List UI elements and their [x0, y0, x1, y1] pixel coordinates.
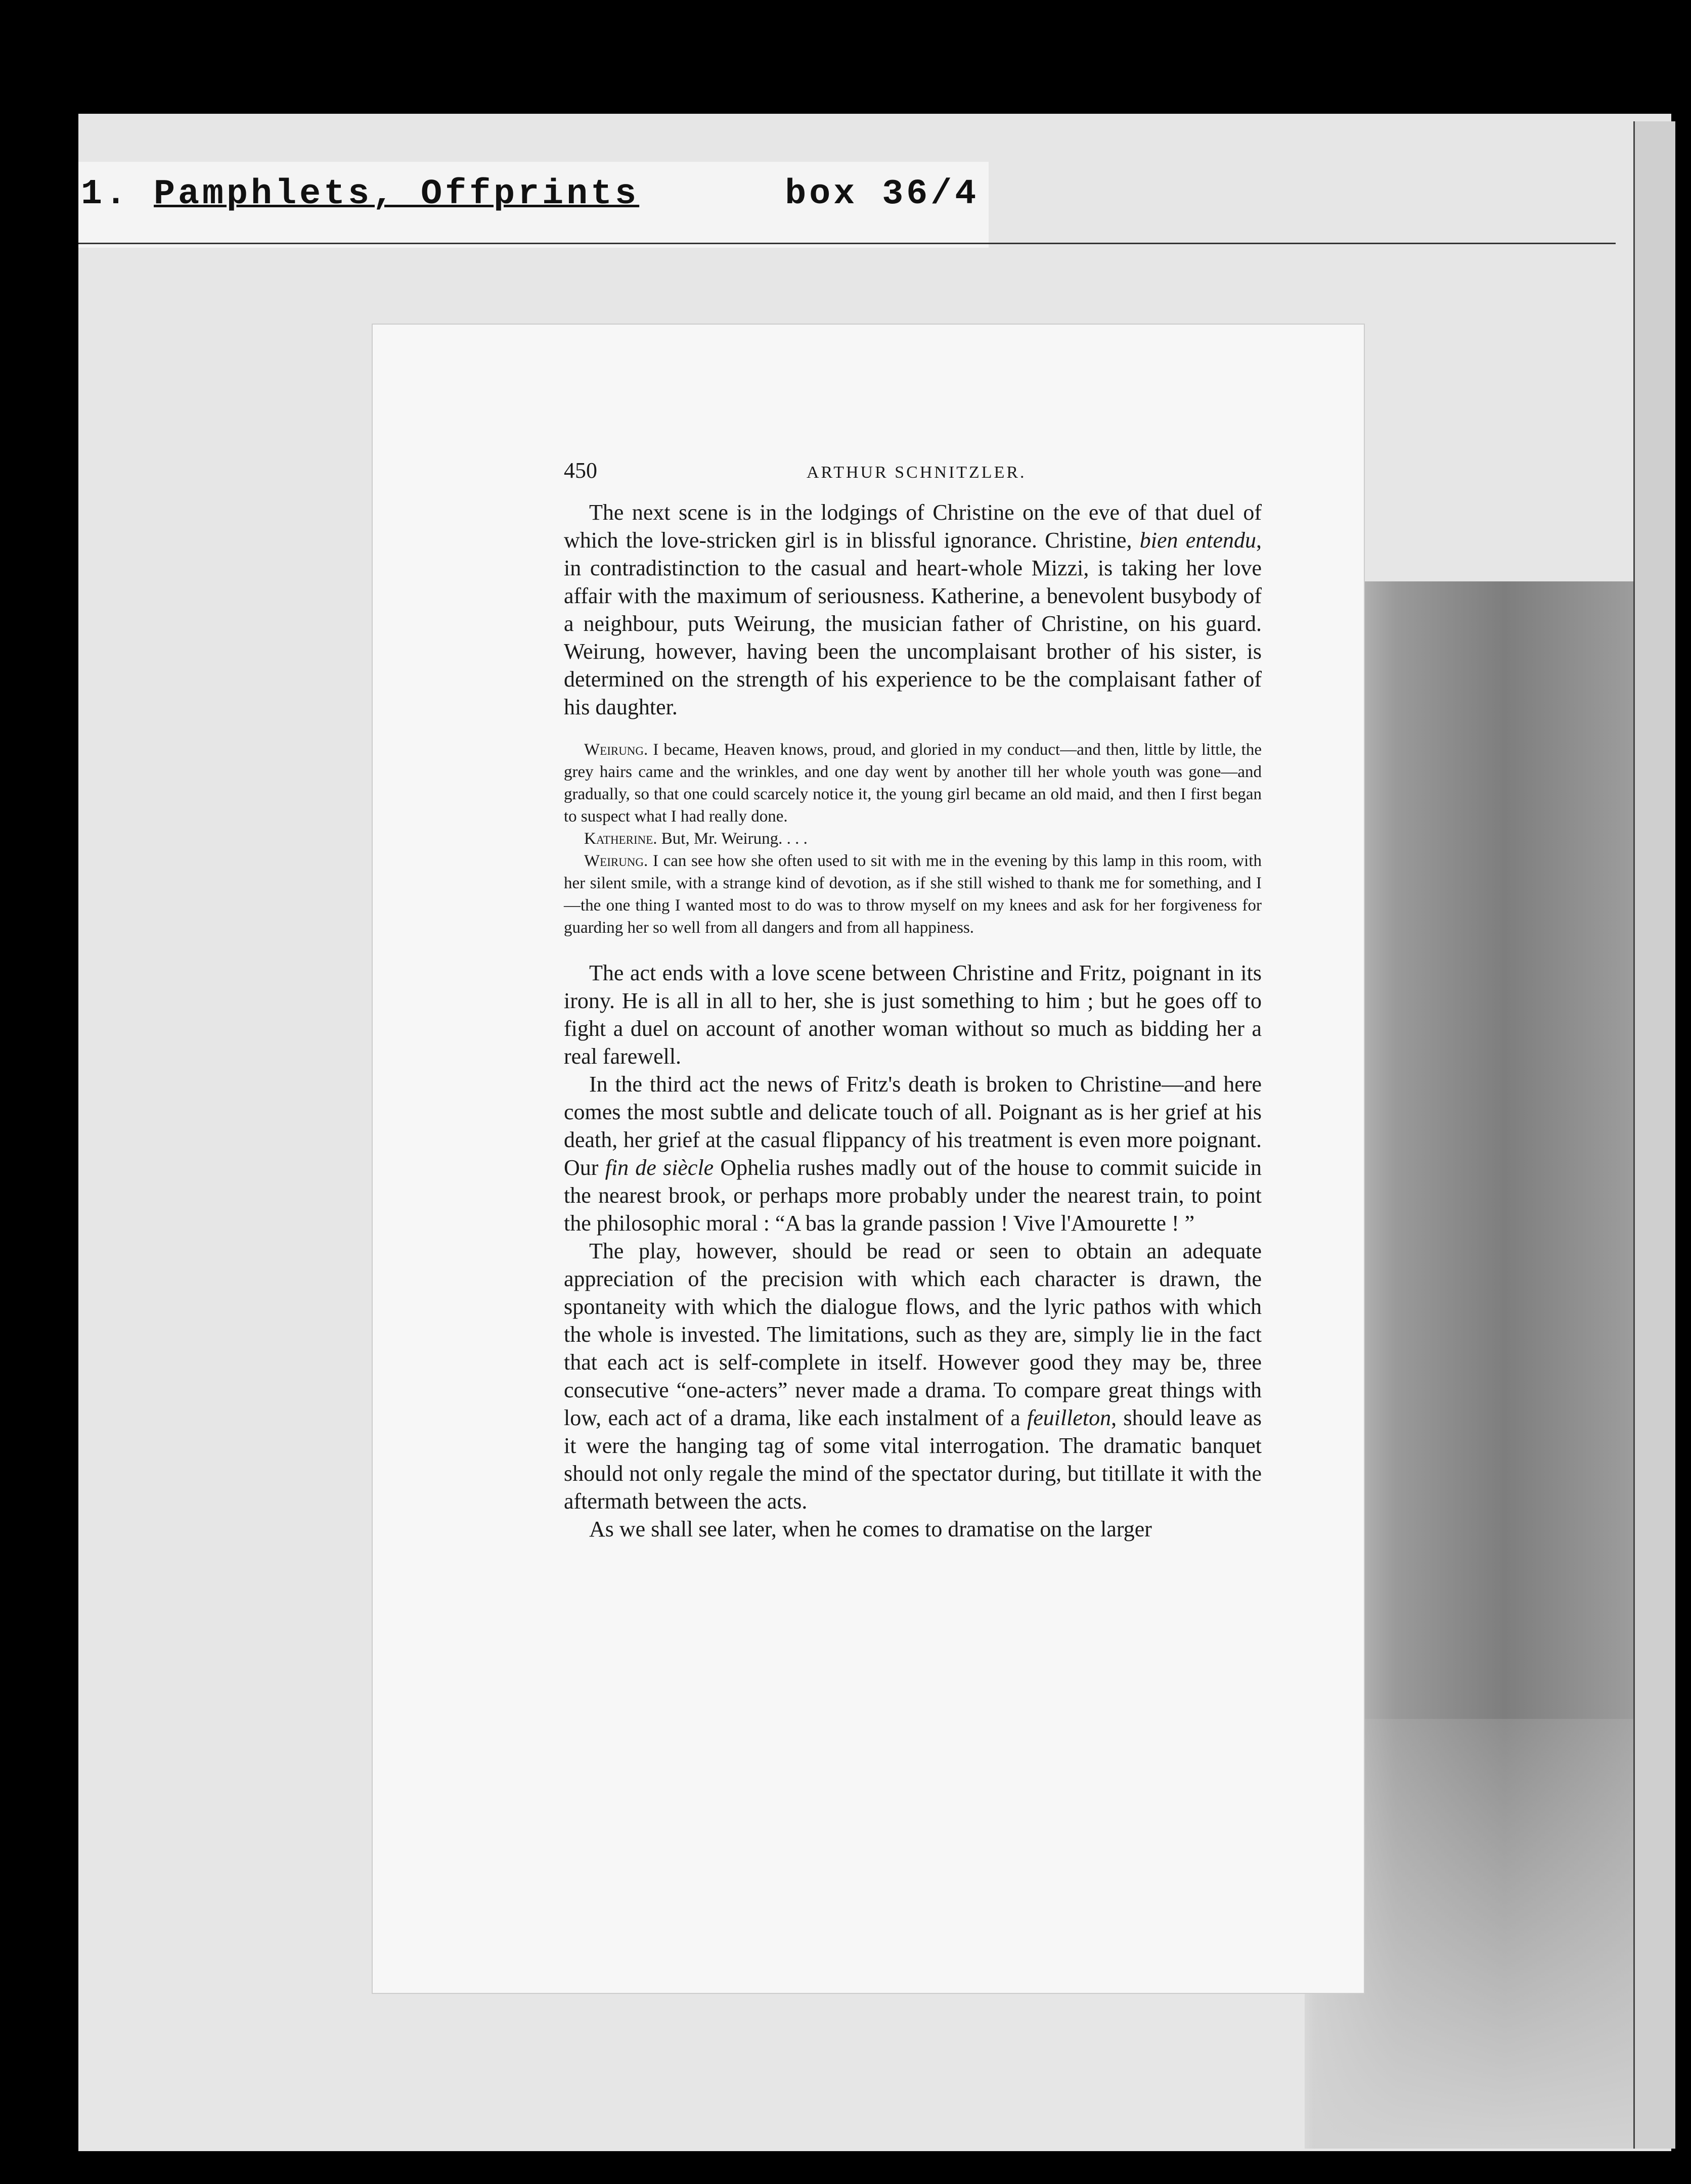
italic-phrase: feuilleton	[1027, 1405, 1111, 1430]
dialogue-quote	[564, 739, 1262, 939]
italic-phrase: fin de siècle	[605, 1155, 714, 1180]
italic-phrase: bien entendu	[1139, 528, 1256, 553]
page-header	[564, 458, 1262, 483]
speaker-name: Katherine.	[584, 830, 657, 848]
label-box: box 36/4	[785, 174, 980, 214]
speaker-name: Weirung.	[584, 852, 648, 870]
sheet-shadow-lower	[1315, 1719, 1669, 2149]
speaker-name: Weirung.	[584, 741, 648, 759]
label-number: 1.	[81, 174, 130, 214]
paragraph-1: The next scene is in the lodgings of Christine on the eve of that duel of which the love-stricken girl is in blissful ignorance. Christine, bien entendu, in contradistinction to the casual and heart-whole Mizzi, is taking her love affair with the maximum of seriousness. Katherine, a benevolent busybody of a neighbour, puts Weirung, the musician father of Christine, on his guard. Weirung, however, having been the uncomplaisant brother of his sister, is determined on the strength of his experience to be the complaisant father of his daughter.	[564, 500, 1262, 719]
label-category: Pamphlets, Offprints	[154, 174, 640, 214]
paragraph-2: The act ends with a love scene between Christine and Fritz, poignant in its irony. He is all in all to her, she is just something to him ; but he goes off to fight a duel on account of another woman without so much as bidding her a real farewell.	[564, 961, 1262, 1069]
archive-label	[81, 174, 979, 214]
paragraph-3: In the third act the news of Fritz's death is broken to Christine—and here comes the most subtle and delicate touch of all. Poignant as is her grief at his death, her grief at the casual flippancy of his treatment is even more poignant. Our fin de siècle Ophelia rushes madly out of the house to commit suicide in the nearest brook, or perhaps more probably under the nearest train, to point the philosophic moral : “A bas la grande passion ! Vive l'Amourette ! ”	[564, 1072, 1262, 1236]
label-divider	[78, 243, 1616, 244]
page-number: 450	[564, 458, 597, 483]
speech-2: Katherine. But, Mr. Weirung. . . .	[584, 830, 808, 848]
running-head: ARTHUR SCHNITZLER.	[807, 463, 1027, 482]
paragraph-5: As we shall see later, when he comes to dramatise on the larger	[589, 1517, 1152, 1541]
speech-3: Weirung. I can see how she often used to sit with me in the evening by this lamp in this room, with her silent smile, with a strange kind of devotion, as if she still wished to thank me for something, and I—the one thing I wanted most to do was to throw myself on my knees and ask for her forgiveness for guarding her so well from all dangers and from all happiness.	[564, 852, 1262, 937]
paragraph-4: The play, however, should be read or seen to obtain an adequate appreciation of the precision with which each character is drawn, the spontaneity with which the dialogue flows, and the lyric pathos with which the whole is invested. The limitations, such as they are, simply lie in the fact that each act is self-complete in itself. However good they may be, three consecutive “one-acters” never made a drama. To compare great things with low, each act of a drama, like each instalment of a feuilleton, should leave as it were the hanging tag of some vital interrogation. The dramatic banquet should not only regale the mind of the spectator during, but titillate it with the aftermath between the acts.	[564, 1239, 1262, 1514]
page-content	[564, 458, 1262, 1543]
sheet-edge	[1633, 121, 1675, 2149]
speech-1: Weirung. I became, Heaven knows, proud, and gloried in my conduct—and then, little by little, the grey hairs came and the wrinkles, and one day went by another till her whole youth was gone—and gradually, so that one could scarcely notice it, the young girl became an old maid, and then I first began to suspect what I had really done.	[564, 741, 1262, 826]
